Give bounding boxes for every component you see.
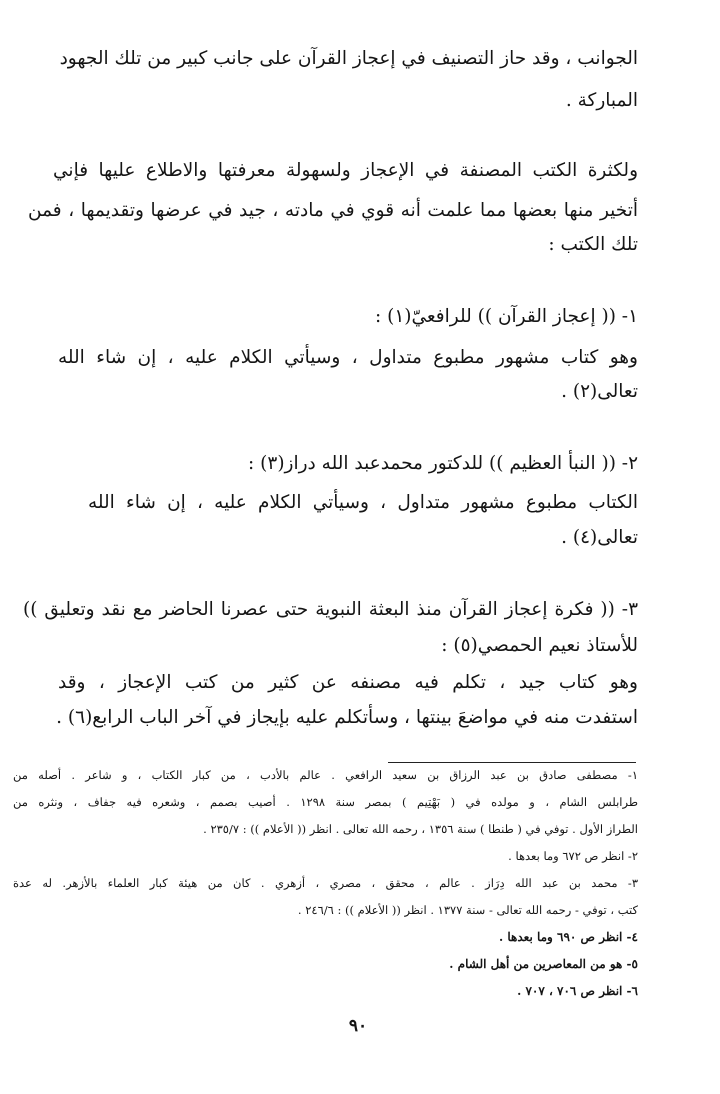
body-line: تلك الكتب : bbox=[548, 234, 638, 255]
footnote-line: ٤- انظر ص ٦٩٠ وما بعدها . bbox=[499, 930, 638, 944]
footnote-line: طرابلس الشام ، و مولده في ( بَهْتِيم ) بمصر سنة ١٢٩٨ . أصيب بصمم ، وشعره فيه جفاف ، ونثره من bbox=[13, 795, 638, 809]
list-item-heading: ١- (( إعجاز القرآن )) للرافعيّ(١) : bbox=[374, 306, 638, 327]
body-line: للأستاذ نعيم الحمصي(٥) : bbox=[441, 635, 638, 656]
body-line: وهو كتاب جيد ، تكلم فيه مصنفه عن كثير من كتب الإعجاز ، وقد bbox=[58, 672, 638, 693]
body-line: المباركة . bbox=[565, 90, 638, 111]
footnote-line: ٥- هو من المعاصرين من أهل الشام . bbox=[449, 957, 638, 971]
footnote-separator bbox=[388, 762, 636, 763]
footnote-line: كتب ، توفي - رحمه الله تعالى - سنة ١٣٧٧ . انظر (( الأعلام )) : ٢٤٦/٦ . bbox=[297, 903, 638, 917]
list-item-heading: ٣- (( فكرة إعجاز القرآن منذ البعثة النبوية حتى عصرنا الحاضر مع نقد وتعليق )) bbox=[23, 599, 638, 620]
footnote-line: الطراز الأول . توفي في ( طنطا ) سنة ١٣٥٦ ، رحمه الله تعالى . انظر (( الأعلام )) : ٢٣٥/٧ . bbox=[203, 822, 638, 836]
footnote-line: ١- مصطفى صادق بن عبد الرزاق بن سعيد الرافعي . عالم بالأدب ، من كبار الكتاب ، و شاعر . أصله من bbox=[13, 768, 638, 782]
body-line: أتخير منها بعضها مما علمت أنه قوي في مادته ، جيد في عرضها وتقديمها ، فمن bbox=[28, 200, 638, 221]
body-line: الجوانب ، وقد حاز التصنيف في إعجاز القرآن على جانب كبير من تلك الجهود bbox=[59, 48, 638, 69]
footnote-line: ٢- انظر ص ٦٧٢ وما بعدها . bbox=[508, 849, 638, 863]
body-line: استفدت منه في مواضعَ بينتها ، وسأتكلم عليه بإيجاز في آخر الباب الرابع(٦) . bbox=[56, 707, 638, 728]
body-line: ولكثرة الكتب المصنفة في الإعجاز ولسهولة معرفتها والاطلاع عليها فإني bbox=[53, 160, 638, 181]
footnote-line: ٦- انظر ص ٧٠٦ ، ٧٠٧ . bbox=[517, 984, 638, 998]
body-line: تعالى(٢) . bbox=[561, 381, 638, 402]
page-number: ٩٠ bbox=[348, 1016, 368, 1036]
body-line: الكتاب مطبوع مشهور متداول ، وسيأتي الكلام عليه ، إن شاء الله bbox=[88, 492, 638, 513]
footnote-line: ٣- محمد بن عبد الله دِرَاز . عالم ، محقق ، مصري ، أزهري . كان من هيئة كبار العلماء بالأزهر. له عدة bbox=[13, 876, 638, 890]
list-item-heading: ٢- (( النبأ العظيم )) للدكتور محمدعبد الله دراز(٣) : bbox=[248, 453, 638, 474]
body-line: وهو كتاب مشهور مطبوع متداول ، وسيأتي الكلام عليه ، إن شاء الله bbox=[58, 347, 638, 368]
body-line: تعالى(٤) . bbox=[561, 527, 638, 548]
